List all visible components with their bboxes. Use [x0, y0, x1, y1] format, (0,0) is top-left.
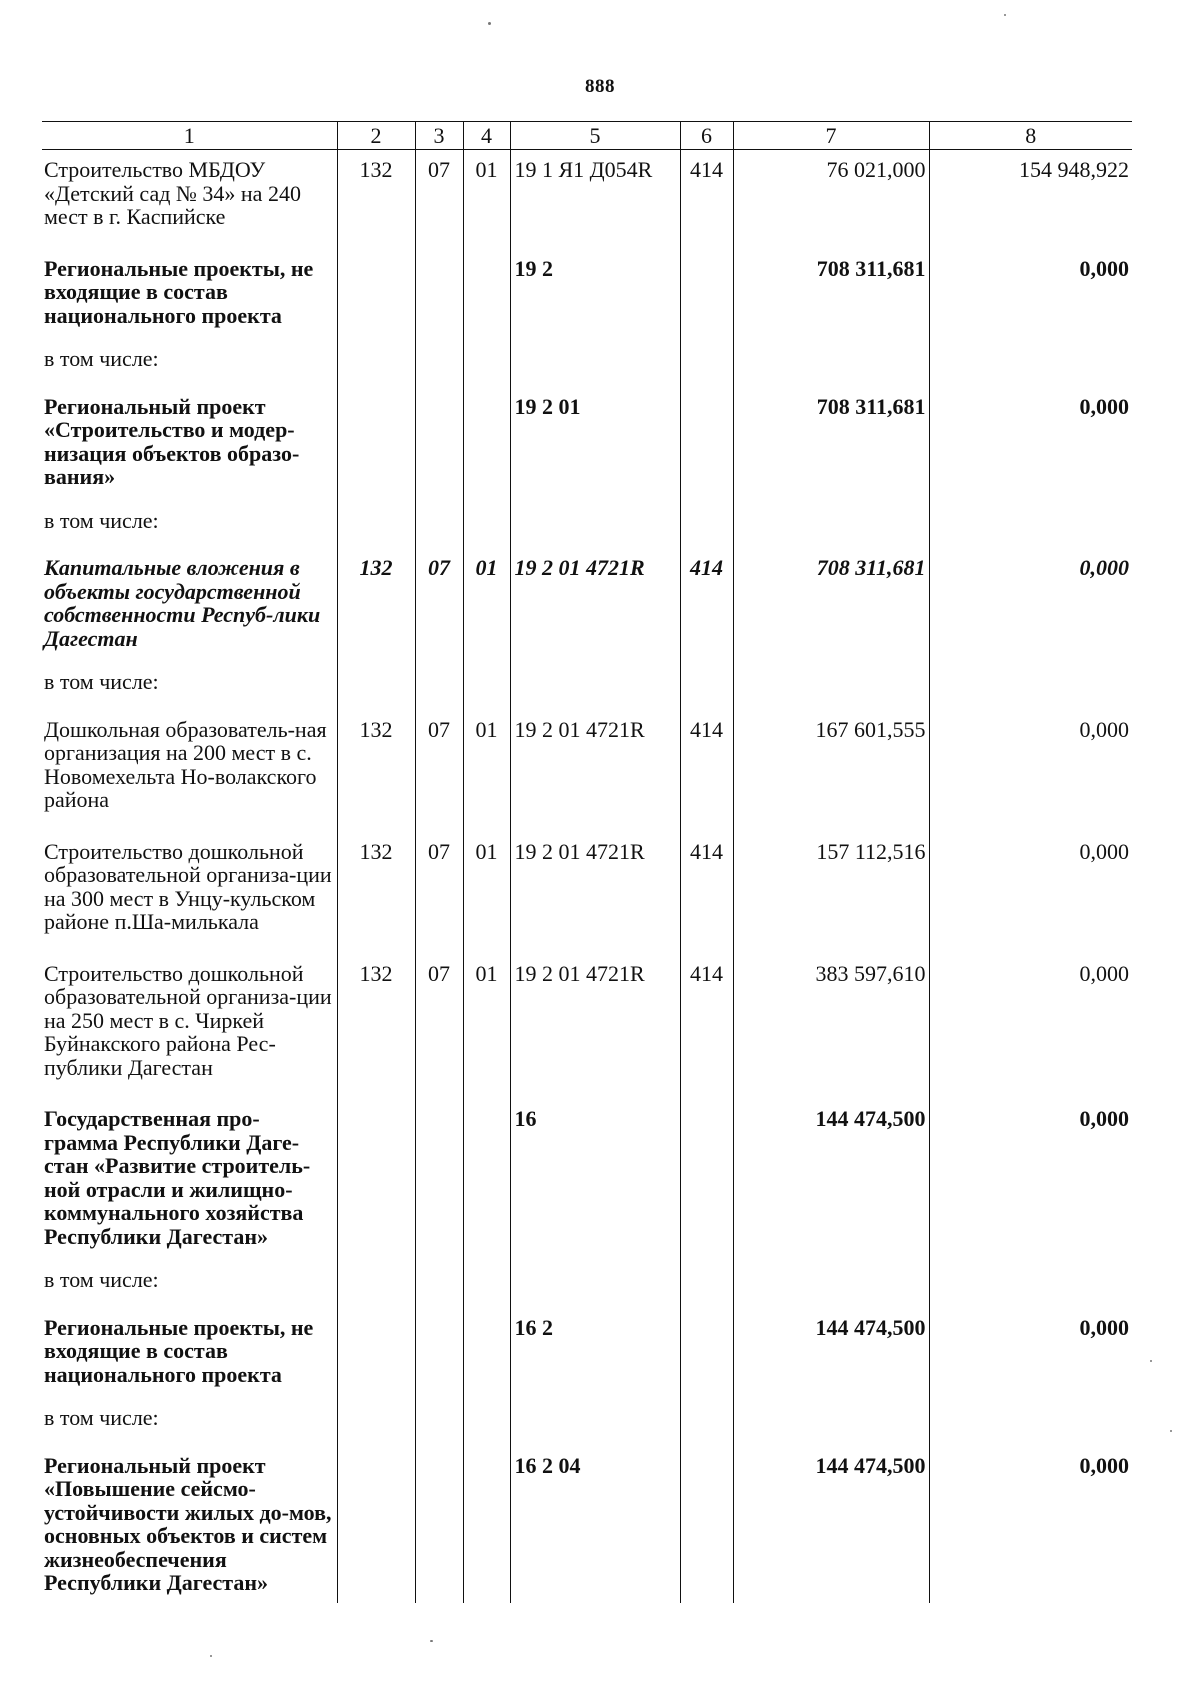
scan-speck — [1150, 1360, 1152, 1362]
cell-amount-8: 0,000 — [929, 1099, 1132, 1268]
cell-amount-8: 0,000 — [929, 548, 1132, 670]
table-row — [42, 670, 1132, 710]
cell-code-2: 132 — [337, 150, 415, 249]
cell-code-4 — [463, 1406, 510, 1446]
table-row — [42, 150, 1132, 249]
cell-code-2 — [337, 1406, 415, 1446]
scan-speck — [210, 1655, 212, 1657]
cell-code-2 — [337, 1446, 415, 1603]
cell-code-6 — [680, 249, 733, 348]
table-row — [42, 509, 1132, 549]
cell-code-3: 07 — [415, 548, 463, 670]
cell-code-3 — [415, 347, 463, 387]
column-header: 3 — [415, 122, 463, 150]
cell-code-2 — [337, 249, 415, 348]
row-name: в том числе: — [44, 669, 159, 694]
cell-code-2 — [337, 670, 415, 710]
column-header: 5 — [510, 122, 680, 150]
cell-code-5 — [510, 1268, 680, 1308]
cell-code-2 — [337, 509, 415, 549]
cell-amount-8: 0,000 — [929, 249, 1132, 348]
row-name: Дошкольная образователь-ная организация на 200 мест в с. Новомехельта Но-волакского района — [44, 716, 327, 812]
cell-amount-7 — [733, 1268, 929, 1308]
cell-amount-7: 157 112,516 — [733, 832, 929, 954]
cell-code-4 — [463, 509, 510, 549]
cell-amount-7: 708 311,681 — [733, 387, 929, 509]
cell-code-6: 414 — [680, 832, 733, 954]
row-name: Региональные проекты, не входящие в состав национального проекта — [44, 255, 314, 328]
cell-amount-8: 0,000 — [929, 710, 1132, 832]
row-name: Государственная про-грамма Республики Даге-стан «Развитие строитель-ной отрасли и жилищно-коммунального хозяйства Республики Дагестан» — [44, 1106, 311, 1249]
row-name: Строительство МБДОУ «Детский сад № 34» на 240 мест в г. Каспийске — [44, 157, 301, 229]
cell-code-6: 414 — [680, 150, 733, 249]
row-name: в том числе: — [44, 1267, 159, 1292]
cell-code-6 — [680, 347, 733, 387]
row-name: Капитальные вложения в объекты государственной собственности Респуб-лики Дагестан — [44, 555, 321, 651]
cell-code-6 — [680, 1406, 733, 1446]
table-row — [42, 1308, 1132, 1407]
scan-speck — [1170, 1430, 1172, 1432]
cell-code-2 — [337, 1099, 415, 1268]
cell-code-5: 19 2 01 4721R — [510, 832, 680, 954]
cell-amount-7: 167 601,555 — [733, 710, 929, 832]
cell-code-3 — [415, 1268, 463, 1308]
cell-code-3: 07 — [415, 710, 463, 832]
column-header: 1 — [42, 122, 337, 150]
scan-speck — [430, 1640, 433, 1642]
cell-amount-8: 154 948,922 — [929, 150, 1132, 249]
cell-amount-7 — [733, 509, 929, 549]
cell-code-5 — [510, 1406, 680, 1446]
cell-code-4 — [463, 1099, 510, 1268]
scan-speck — [488, 22, 491, 25]
cell-code-2 — [337, 1308, 415, 1407]
cell-amount-7: 708 311,681 — [733, 249, 929, 348]
cell-amount-7: 144 474,500 — [733, 1308, 929, 1407]
cell-code-4 — [463, 347, 510, 387]
cell-amount-7: 383 597,610 — [733, 954, 929, 1100]
cell-code-6: 414 — [680, 710, 733, 832]
cell-code-3 — [415, 670, 463, 710]
cell-code-3 — [415, 509, 463, 549]
cell-code-4 — [463, 670, 510, 710]
cell-amount-8: 0,000 — [929, 954, 1132, 1100]
cell-code-5: 19 2 01 4721R — [510, 548, 680, 670]
cell-code-3: 07 — [415, 832, 463, 954]
cell-code-4 — [463, 387, 510, 509]
cell-code-5: 16 2 04 — [510, 1446, 680, 1603]
cell-code-5 — [510, 670, 680, 710]
table-row — [42, 548, 1132, 670]
cell-code-6: 414 — [680, 954, 733, 1100]
scan-speck — [1004, 14, 1006, 16]
table-row — [42, 347, 1132, 387]
cell-code-5 — [510, 509, 680, 549]
row-name: в том числе: — [44, 346, 159, 371]
cell-code-3 — [415, 1099, 463, 1268]
cell-code-6 — [680, 1446, 733, 1603]
column-header: 4 — [463, 122, 510, 150]
cell-code-4 — [463, 249, 510, 348]
cell-amount-8: 0,000 — [929, 832, 1132, 954]
column-header: 7 — [733, 122, 929, 150]
table-row — [42, 710, 1132, 832]
cell-code-5 — [510, 347, 680, 387]
cell-code-3 — [415, 1308, 463, 1407]
cell-code-2 — [337, 347, 415, 387]
cell-code-4 — [463, 1268, 510, 1308]
column-header: 2 — [337, 122, 415, 150]
row-name: Строительство дошкольной образовательной организа-ции на 300 мест в Унцу-кульском районе п.Ша-милькала — [44, 838, 332, 934]
cell-code-2: 132 — [337, 710, 415, 832]
row-name: Строительство дошкольной образовательной организа-ции на 250 мест в с. Чиркей Буйнакского района Рес-публики Дагестан — [44, 960, 332, 1080]
cell-code-5: 16 — [510, 1099, 680, 1268]
table-body — [42, 150, 1132, 1603]
cell-code-2 — [337, 1268, 415, 1308]
table-row — [42, 954, 1132, 1100]
cell-code-5: 19 2 01 4721R — [510, 954, 680, 1100]
cell-amount-7 — [733, 347, 929, 387]
cell-code-2: 132 — [337, 954, 415, 1100]
cell-code-4 — [463, 1446, 510, 1603]
row-name: в том числе: — [44, 1405, 159, 1430]
cell-code-5: 19 1 Я1 Д054R — [510, 150, 680, 249]
cell-code-6: 414 — [680, 548, 733, 670]
cell-code-4: 01 — [463, 710, 510, 832]
cell-code-3 — [415, 1446, 463, 1603]
cell-amount-8: 0,000 — [929, 1446, 1132, 1603]
cell-code-5: 19 2 — [510, 249, 680, 348]
cell-code-2: 132 — [337, 548, 415, 670]
cell-code-4: 01 — [463, 832, 510, 954]
row-name: Региональный проект «Строительство и модер-низация объектов образо-вания» — [44, 393, 300, 489]
column-header: 8 — [929, 122, 1132, 150]
cell-amount-8 — [929, 347, 1132, 387]
cell-amount-7: 76 021,000 — [733, 150, 929, 249]
cell-amount-8 — [929, 1406, 1132, 1446]
row-name: Региональный проект «Повышение сейсмо-устойчивости жилых до-мов, основных объектов и систем жизнеобеспечения Республики Дагестан» — [44, 1452, 332, 1595]
cell-code-3: 07 — [415, 150, 463, 249]
cell-amount-7 — [733, 1406, 929, 1446]
column-header: 6 — [680, 122, 733, 150]
cell-code-6 — [680, 1308, 733, 1407]
cell-amount-7 — [733, 670, 929, 710]
cell-code-6 — [680, 1099, 733, 1268]
cell-code-5: 19 2 01 4721R — [510, 710, 680, 832]
table-row — [42, 1099, 1132, 1268]
cell-amount-8 — [929, 509, 1132, 549]
table-row — [42, 249, 1132, 348]
cell-code-4 — [463, 1308, 510, 1407]
table-row — [42, 387, 1132, 509]
page-number: 888 — [585, 76, 615, 97]
cell-code-4: 01 — [463, 548, 510, 670]
table-row — [42, 832, 1132, 954]
cell-code-3: 07 — [415, 954, 463, 1100]
cell-amount-7: 708 311,681 — [733, 548, 929, 670]
cell-code-3 — [415, 387, 463, 509]
header-row — [42, 122, 1132, 150]
cell-amount-8: 0,000 — [929, 387, 1132, 509]
row-name: в том числе: — [44, 507, 159, 533]
cell-code-6 — [680, 387, 733, 509]
cell-amount-8 — [929, 670, 1132, 710]
budget-table — [42, 121, 1132, 1603]
row-name: Региональные проекты, не входящие в состав национального проекта — [44, 1314, 314, 1387]
cell-code-5: 16 2 — [510, 1308, 680, 1407]
cell-amount-8: 0,000 — [929, 1308, 1132, 1407]
cell-code-4: 01 — [463, 954, 510, 1100]
table-row — [42, 1268, 1132, 1308]
cell-code-3 — [415, 249, 463, 348]
cell-code-3 — [415, 1406, 463, 1446]
cell-code-2: 132 — [337, 832, 415, 954]
cell-amount-7: 144 474,500 — [733, 1099, 929, 1268]
table-row — [42, 1406, 1132, 1446]
cell-code-6 — [680, 670, 733, 710]
cell-code-6 — [680, 1268, 733, 1308]
cell-code-6 — [680, 509, 733, 549]
cell-code-4: 01 — [463, 150, 510, 249]
table-row — [42, 1446, 1132, 1603]
cell-code-5: 19 2 01 — [510, 387, 680, 509]
cell-code-2 — [337, 387, 415, 509]
cell-amount-8 — [929, 1268, 1132, 1308]
cell-amount-7: 144 474,500 — [733, 1446, 929, 1603]
